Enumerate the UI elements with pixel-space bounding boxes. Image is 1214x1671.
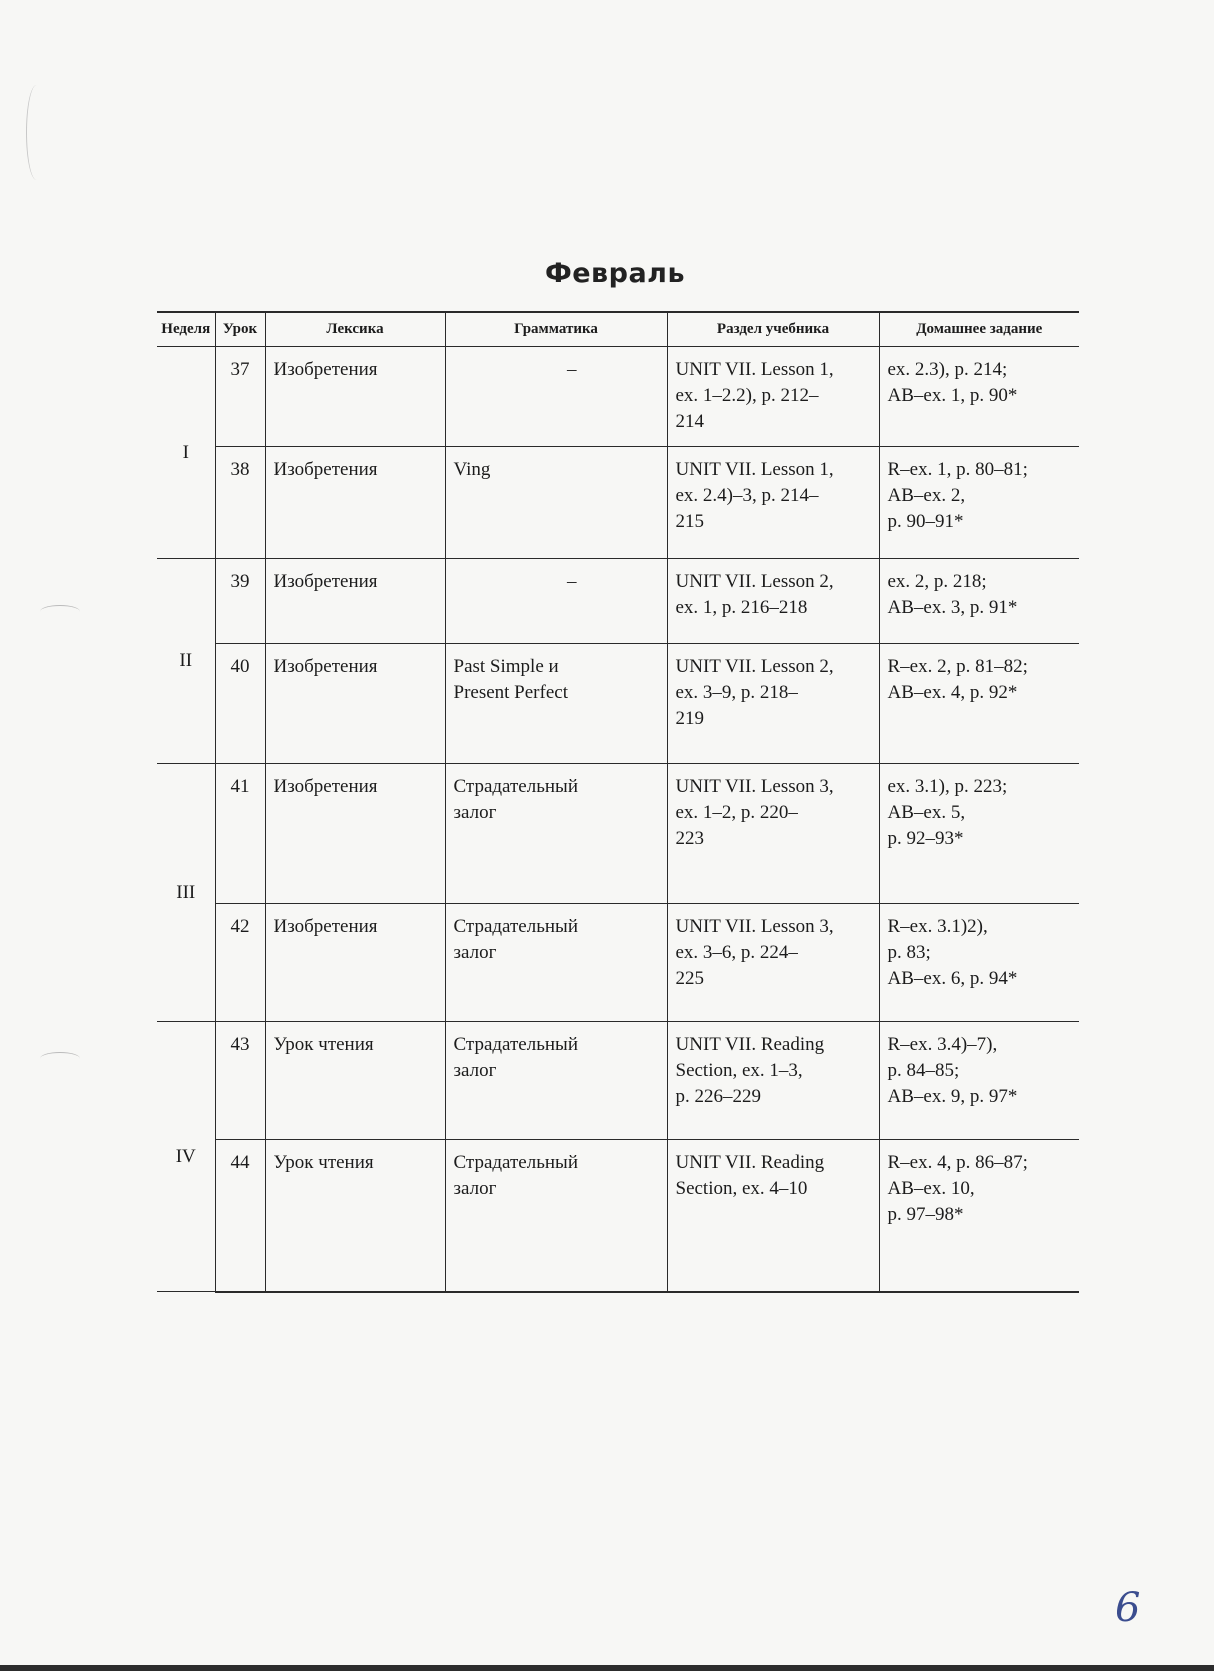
grammar-cell-line: Past Simple и [453, 656, 559, 677]
table-row [157, 1022, 1079, 1140]
lexis-cell: Урок чтения [265, 1140, 445, 1292]
textbook-section-cell-line: 219 [675, 708, 704, 729]
textbook-section-cell-line: ex. 3–9, p. 218– [675, 682, 798, 703]
homework-cell [879, 764, 1079, 904]
homework-cell-line: AB–ex. 9, p. 97* [887, 1086, 1018, 1107]
textbook-section-cell-line: UNIT VII. Lesson 3, [675, 776, 834, 797]
textbook-section-cell-line: UNIT VII. Reading [675, 1152, 825, 1173]
homework-cell-line: AB–ex. 4, p. 92* [887, 682, 1018, 703]
homework-cell-line: R–ex. 4, p. 86–87; [887, 1152, 1028, 1173]
lesson-plan-table [157, 311, 1079, 1293]
homework-cell-line: AB–ex. 1, p. 90* [887, 385, 1018, 406]
homework-cell-line: AB–ex. 10, [887, 1178, 975, 1199]
week-cell: I [157, 347, 215, 559]
column-header-textbook-section: Раздел учебника [667, 312, 879, 347]
textbook-section-cell-line: Section, ex. 1–3, [675, 1060, 803, 1081]
textbook-section-cell [667, 1140, 879, 1292]
grammar-cell-line: Страдательный [453, 776, 578, 797]
grammar-cell-line: Ving [453, 459, 491, 480]
textbook-section-cell-line: UNIT VII. Lesson 2, [675, 571, 834, 592]
table-row [157, 644, 1079, 764]
homework-cell-line: ex. 2.3), p. 214; [887, 359, 1008, 380]
lexis-cell: Изобретения [265, 644, 445, 764]
homework-cell-line: AB–ex. 3, p. 91* [887, 597, 1018, 618]
grammar-cell-line: залог [453, 802, 497, 823]
lexis-cell: Изобретения [265, 764, 445, 904]
homework-cell-line: R–ex. 3.1)2), [887, 916, 988, 937]
grammar-cell [445, 447, 667, 559]
grammar-cell-line: залог [453, 942, 497, 963]
homework-cell [879, 1022, 1079, 1140]
homework-cell-line: p. 84–85; [887, 1060, 960, 1081]
grammar-cell-line: залог [453, 1178, 497, 1199]
table-row [157, 347, 1079, 447]
column-header-lexis: Лексика [265, 312, 445, 347]
lesson-number-cell: 39 [215, 559, 265, 644]
textbook-section-cell [667, 904, 879, 1022]
scan-edge-mark [40, 1052, 80, 1065]
page-title: Февраль [544, 258, 686, 289]
textbook-section-cell-line: UNIT VII. Lesson 2, [675, 656, 834, 677]
textbook-section-cell [667, 347, 879, 447]
textbook-section-cell-line: ex. 3–6, p. 224– [675, 942, 798, 963]
homework-cell-line: p. 92–93* [887, 828, 964, 849]
textbook-section-cell-line: 225 [675, 968, 704, 989]
grammar-cell [445, 1022, 667, 1140]
lesson-number-cell: 42 [215, 904, 265, 1022]
homework-cell-line: p. 83; [887, 942, 931, 963]
grammar-cell-line: – [567, 359, 577, 380]
table-row [157, 904, 1079, 1022]
homework-cell-line: R–ex. 1, p. 80–81; [887, 459, 1028, 480]
table-body [157, 347, 1079, 1292]
lexis-cell: Урок чтения [265, 1022, 445, 1140]
textbook-section-cell [667, 644, 879, 764]
homework-cell-line: R–ex. 2, p. 81–82; [887, 656, 1028, 677]
grammar-cell-line: Страдательный [453, 916, 578, 937]
lesson-number-cell: 41 [215, 764, 265, 904]
homework-cell-line: ex. 2, p. 218; [887, 571, 987, 592]
textbook-section-cell-line: UNIT VII. Lesson 3, [675, 916, 834, 937]
textbook-section-cell-line: ex. 1–2, p. 220– [675, 802, 798, 823]
scan-bottom-edge [0, 1665, 1214, 1671]
week-cell: II [157, 559, 215, 764]
table-header-row [157, 312, 1079, 347]
textbook-section-cell-line: p. 226–229 [675, 1086, 761, 1107]
textbook-section-cell-line: Section, ex. 4–10 [675, 1178, 808, 1199]
textbook-section-cell-line: ex. 2.4)–3, p. 214– [675, 485, 819, 506]
homework-cell [879, 904, 1079, 1022]
homework-cell-line: AB–ex. 5, [887, 802, 966, 823]
table-row [157, 1140, 1079, 1292]
textbook-section-cell [667, 1022, 879, 1140]
textbook-section-cell-line: UNIT VII. Lesson 1, [675, 459, 834, 480]
lexis-cell: Изобретения [265, 447, 445, 559]
grammar-cell [445, 764, 667, 904]
textbook-section-cell-line: 223 [675, 828, 704, 849]
grammar-cell-line: Страдательный [453, 1152, 578, 1173]
lesson-number-cell: 44 [215, 1140, 265, 1292]
lesson-number-cell: 37 [215, 347, 265, 447]
scan-edge-mark [40, 605, 80, 618]
grammar-cell-line: Страдательный [453, 1034, 578, 1055]
week-cell: IV [157, 1022, 215, 1292]
homework-cell-line: AB–ex. 6, p. 94* [887, 968, 1018, 989]
lesson-number-cell: 43 [215, 1022, 265, 1140]
lexis-cell: Изобретения [265, 904, 445, 1022]
table-row [157, 764, 1079, 904]
textbook-section-cell-line: UNIT VII. Lesson 1, [675, 359, 834, 380]
homework-cell-line: R–ex. 3.4)–7), [887, 1034, 998, 1055]
column-header-lesson: Урок [215, 312, 265, 347]
week-cell: III [157, 764, 215, 1022]
column-header-grammar: Грамматика [445, 312, 667, 347]
homework-cell [879, 559, 1079, 644]
grammar-cell-line: Present Perfect [453, 682, 568, 703]
homework-cell-line: AB–ex. 2, [887, 485, 966, 506]
textbook-section-cell-line: ex. 1–2.2), p. 212– [675, 385, 819, 406]
grammar-cell-line: – [567, 571, 577, 592]
textbook-section-cell [667, 764, 879, 904]
homework-cell-line: p. 90–91* [887, 511, 964, 532]
grammar-cell [445, 1140, 667, 1292]
homework-cell [879, 347, 1079, 447]
lesson-number-cell: 40 [215, 644, 265, 764]
lexis-cell: Изобретения [265, 559, 445, 644]
column-header-week: Неделя [157, 312, 215, 347]
grammar-cell [445, 904, 667, 1022]
textbook-section-cell-line: 215 [675, 511, 704, 532]
textbook-section-cell [667, 559, 879, 644]
table-row [157, 447, 1079, 559]
column-header-homework: Домашнее задание [879, 312, 1079, 347]
lexis-cell: Изобретения [265, 347, 445, 447]
grammar-cell [445, 644, 667, 764]
homework-cell-line: p. 97–98* [887, 1204, 964, 1225]
textbook-section-cell-line: ex. 1, p. 216–218 [675, 597, 808, 618]
page-number: 6 [1115, 1585, 1141, 1631]
grammar-cell [445, 347, 667, 447]
table-row [157, 559, 1079, 644]
homework-cell [879, 1140, 1079, 1292]
homework-cell-line: ex. 3.1), p. 223; [887, 776, 1008, 797]
textbook-section-cell-line: 214 [675, 411, 704, 432]
grammar-cell [445, 559, 667, 644]
textbook-section-cell-line: UNIT VII. Reading [675, 1034, 825, 1055]
grammar-cell-line: залог [453, 1060, 497, 1081]
textbook-section-cell [667, 447, 879, 559]
scan-edge-mark [26, 85, 47, 180]
homework-cell [879, 644, 1079, 764]
homework-cell [879, 447, 1079, 559]
lesson-number-cell: 38 [215, 447, 265, 559]
